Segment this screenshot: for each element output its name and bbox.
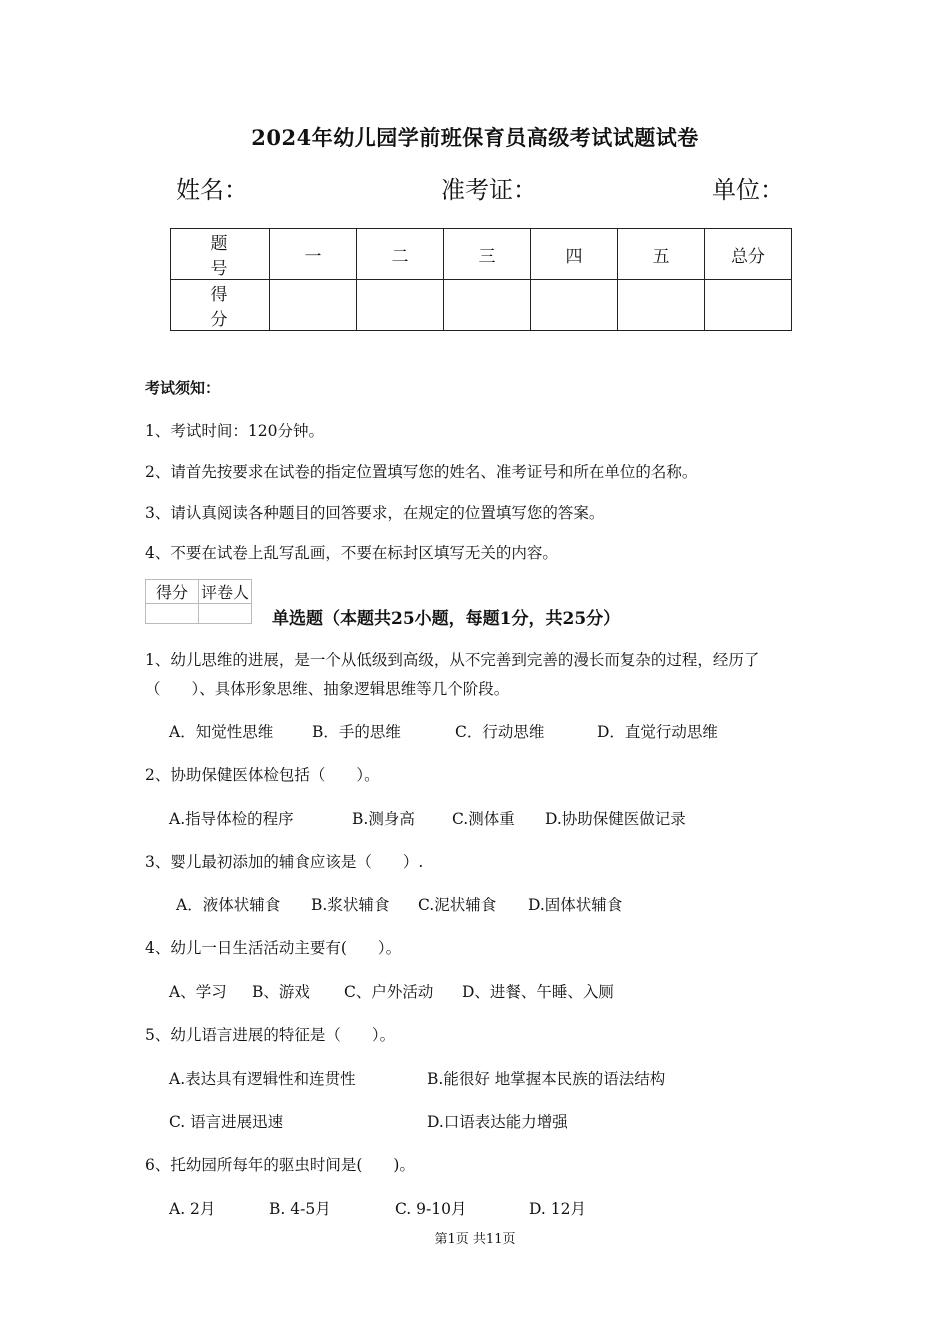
option-a[interactable]: A.指导体检的程序	[169, 810, 294, 828]
option-a[interactable]: A. 2月	[169, 1200, 216, 1218]
ticket-field-label: 准考证：	[441, 176, 537, 204]
name-field-label: 姓名：	[176, 176, 248, 204]
grader-name-cell[interactable]	[199, 604, 252, 624]
exam-title: 2024年幼儿园学前班保育员高级考试试题试卷	[251, 125, 699, 150]
question-stem: 3、婴儿最初添加的辅食应该是（ ）.	[145, 853, 424, 871]
score-header-cell: 总分	[705, 229, 792, 280]
option-c[interactable]: C．行动思维	[455, 723, 545, 741]
question-stem: 6、托幼园所每年的驱虫时间是( )。	[145, 1156, 415, 1174]
option-a[interactable]: A.表达具有逻辑性和连贯性	[169, 1070, 356, 1088]
score-header-cell: 五	[618, 229, 705, 280]
score-table	[170, 228, 792, 331]
score-header-cell: 三	[444, 229, 531, 280]
grader-name-label: 评卷人	[199, 580, 252, 604]
page-footer: 第1页 共11页	[434, 1232, 516, 1247]
score-header-cell: 二	[357, 229, 444, 280]
option-a[interactable]: A．知觉性思维	[169, 723, 274, 741]
option-a[interactable]: A．液体状辅食	[176, 896, 281, 914]
grader-table	[145, 579, 252, 624]
score-header-cell: 题 号	[171, 229, 270, 280]
option-b[interactable]: B.浆状辅食	[311, 896, 390, 914]
question-stem: 5、幼儿语言进展的特征是（ ）。	[145, 1026, 396, 1044]
question-stem: 4、幼儿一日生活活动主要有( ）。	[145, 939, 402, 957]
question-stem: 2、协助保健医体检包括（ ）。	[145, 766, 380, 784]
notice-item: 4、不要在试卷上乱写乱画，不要在标封区填写无关的内容。	[145, 544, 558, 562]
option-b[interactable]: B.测身高	[352, 810, 415, 828]
grader-score-cell[interactable]	[146, 604, 199, 624]
question-stem: 1、幼儿思维的进展，是一个从低级到高级，从不完善到完善的漫长而复杂的过程，经历了	[145, 651, 760, 669]
option-d[interactable]: D. 12月	[529, 1200, 586, 1218]
notice-item: 3、请认真阅读各种题目的回答要求，在规定的位置填写您的答案。	[145, 504, 605, 522]
option-c[interactable]: C、户外活动	[344, 983, 434, 1001]
notice-item: 1、考试时间：120分钟。	[145, 422, 324, 440]
option-c[interactable]: C.测体重	[452, 810, 515, 828]
notice-heading: 考试须知：	[145, 379, 221, 397]
option-b[interactable]: B.能很好 地掌握本民族的语法结构	[427, 1070, 666, 1088]
option-d[interactable]: D．直觉行动思维	[597, 723, 718, 741]
score-header-cell: 一	[270, 229, 357, 280]
option-b[interactable]: B．手的思维	[312, 723, 401, 741]
option-d[interactable]: D、进餐、午睡、入厕	[462, 983, 614, 1001]
option-c[interactable]: C.泥状辅食	[418, 896, 497, 914]
notice-item: 2、请首先按要求在试卷的指定位置填写您的姓名、准考证号和所在单位的名称。	[145, 463, 698, 481]
option-d[interactable]: D.口语表达能力增强	[427, 1113, 568, 1131]
score-value-cell[interactable]	[444, 280, 531, 331]
score-table-header-row	[171, 229, 792, 280]
unit-field-label: 单位：	[712, 176, 784, 204]
option-b[interactable]: B、游戏	[252, 983, 310, 1001]
option-d[interactable]: D.固体状辅食	[528, 896, 623, 914]
option-c[interactable]: C. 语言进展迅速	[169, 1113, 284, 1131]
score-value-cell[interactable]	[618, 280, 705, 331]
score-header-cell: 四	[531, 229, 618, 280]
score-row-label: 得 分	[171, 280, 270, 331]
score-value-cell[interactable]	[705, 280, 792, 331]
score-table-value-row	[171, 280, 792, 331]
option-b[interactable]: B. 4-5月	[269, 1200, 331, 1218]
section-title: 单选题（本题共25小题，每题1分，共25分）	[272, 609, 621, 629]
grader-score-label: 得分	[146, 580, 199, 604]
option-d[interactable]: D.协助保健医做记录	[545, 810, 686, 828]
score-value-cell[interactable]	[270, 280, 357, 331]
option-a[interactable]: A、学习	[169, 983, 227, 1001]
question-stem-continued: （ ）、具体形象思维、抽象逻辑思维等几个阶段。	[145, 680, 510, 698]
score-value-cell[interactable]	[531, 280, 618, 331]
score-value-cell[interactable]	[357, 280, 444, 331]
option-c[interactable]: C. 9-10月	[395, 1200, 467, 1218]
